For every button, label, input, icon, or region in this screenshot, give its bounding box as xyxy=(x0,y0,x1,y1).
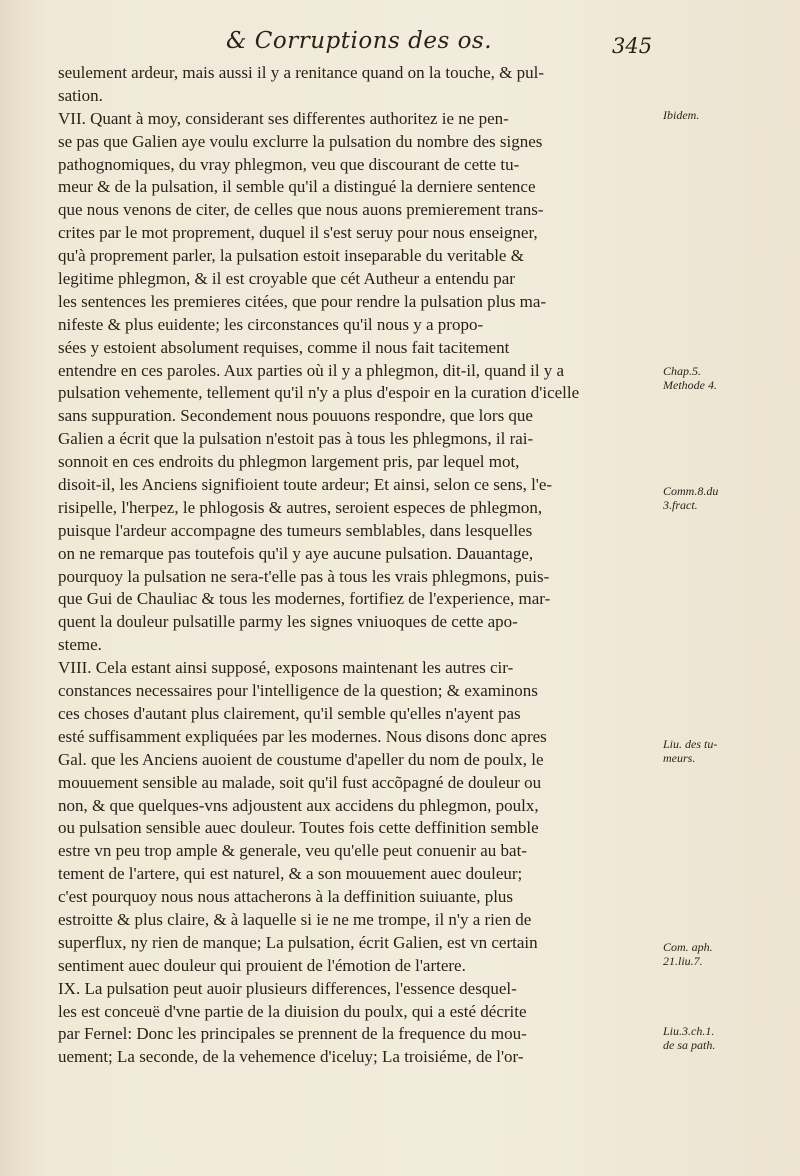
text-line: disoit-il, les Anciens signifioient toute ardeur; Et ainsi, selon ce sens, l'e- xyxy=(58,475,553,495)
text-line: sées y estoient absolument requises, comme il nous fait tacitement xyxy=(58,337,510,357)
margin-note-aphorism: Com. aph. 21.liu.7. xyxy=(663,940,713,968)
text-line: sentiment auec douleur qui prouient de l'émotion de l'artere. xyxy=(58,955,466,975)
text-line: que Gui de Chauliac & tous les modernes, fortifiez de l'experience, mar- xyxy=(58,589,551,609)
text-line: nifeste & plus euidente; les circonstances qu'il nous y a propo- xyxy=(58,314,484,334)
page-header xyxy=(0,28,800,64)
text-line: steme. xyxy=(58,635,102,655)
text-line: seulement ardeur, mais aussi il y a renitance quand on la touche, & pul- xyxy=(58,63,545,82)
text-line: estroitte & plus claire, & à laquelle si ie ne me trompe, il n'y a rien de xyxy=(58,909,532,929)
text-line: ou pulsation sensible auec douleur. Toutes fois cette deffinition semble xyxy=(58,818,539,838)
text-line: se pas que Galien aye voulu exclurre la pulsation du nombre des signes xyxy=(58,131,543,151)
text-line: quent la douleur pulsatille parmy les signes vniuoques de cette apo- xyxy=(58,612,518,632)
text-line: VII. Quant à moy, considerant ses differentes authoritez ie ne pen- xyxy=(58,108,509,128)
text-line: que nous venons de citer, de celles que nous auons premierement trans- xyxy=(58,200,544,220)
text-line: puisque l'ardeur accompagne des tumeurs semblables, dans lesquelles xyxy=(58,520,533,540)
text-line: sation. xyxy=(58,85,103,105)
text-line: tement de l'artere, qui est naturel, & a son mouuement auec douleur; xyxy=(58,864,523,884)
text-line: on ne remarque pas toutefois qu'il y aye aucune pulsation. Dauantage, xyxy=(58,543,534,563)
text-line: pulsation vehemente, tellement qu'il n'y a plus d'espoir en la curation d'icelle xyxy=(58,383,580,403)
running-title: & Corruptions des os. xyxy=(226,28,493,54)
text-line: crites par le mot proprement, duquel il s'est seruy pour nous enseigner, xyxy=(58,223,538,243)
text-line: mouuement sensible au malade, soit qu'il fust accõpagné de douleur ou xyxy=(58,772,542,792)
margin-note-ibidem: Ibidem. xyxy=(663,108,700,122)
text-line: pathognomiques, du vray phlegmon, veu que discourant de cette tu- xyxy=(58,154,520,174)
margin-note-commentary: Comm.8.du 3.fract. xyxy=(663,484,719,512)
text-line: sonnoit en ces endroits du phlegmon largement pris, par lequel mot, xyxy=(58,452,520,472)
text-line: legitime phlegmon, & il est croyable que cét Autheur a entendu par xyxy=(58,269,515,289)
text-line: VIII. Cela estant ainsi supposé, exposons maintenant les autres cir- xyxy=(58,658,514,678)
text-line: risipelle, l'herpez, le phlogosis & autres, seroient especes de phlegmon, xyxy=(58,497,543,517)
page-number: 345 xyxy=(612,34,653,58)
text-line: non, & que quelques-vns adjoustent aux accidens du phlegmon, poulx, xyxy=(58,795,539,815)
text-line: superflux, ny rien de manque; La pulsation, écrit Galien, est vn certain xyxy=(58,932,538,952)
text-line: pourquoy la pulsation ne sera-t'elle pas à tous les vrais phlegmons, puis- xyxy=(58,566,550,586)
margin-note-chapter: Chap.5. Methode 4. xyxy=(663,364,717,392)
text-line: les sentences les premieres citées, que pour rendre la pulsation plus ma- xyxy=(58,291,547,311)
text-line: IX. La pulsation peut auoir plusieurs differences, l'essence desquel- xyxy=(58,978,517,998)
text-line: esté suffisamment expliquées par les modernes. Nous disons donc apres xyxy=(58,726,547,746)
text-line: sans suppuration. Secondement nous pouuons respondre, que lors que xyxy=(58,406,533,426)
text-line: meur & de la pulsation, il semble qu'il a distingué la derniere sentence xyxy=(58,177,536,197)
text-line: Gal. que les Anciens auoient de coustume d'apeller du nom de poulx, le xyxy=(58,749,544,769)
text-line: Galien a écrit que la pulsation n'estoit pas à tous les phlegmons, il rai- xyxy=(58,429,534,449)
text-line: estre vn peu trop ample & generale, veu qu'elle peut conuenir au bat- xyxy=(58,841,527,861)
margin-note-pathologie: Liu.3.ch.1. de sa path. xyxy=(663,1024,716,1052)
text-line: les est conceuë d'vne partie de la diuision du poulx, qui a esté décrite xyxy=(58,1001,527,1021)
text-line: entendre en ces paroles. Aux parties où il y a phlegmon, dit-il, quand il y a xyxy=(58,360,565,380)
body-text xyxy=(58,62,658,1069)
text-line: uement; La seconde, de la vehemence d'iceluy; La troisiéme, de l'or- xyxy=(58,1047,524,1067)
text-line: qu'à proprement parler, la pulsation estoit inseparable du veritable & xyxy=(58,246,524,266)
text-line: ces choses d'autant plus clairement, qu'il semble qu'elles n'ayent pas xyxy=(58,703,521,723)
text-line: par Fernel: Donc les principales se prennent de la frequence du mou- xyxy=(58,1024,527,1044)
text-line: constances necessaires pour l'intelligence de la question; & examinons xyxy=(58,681,538,701)
margin-note-tumeurs: Liu. des tu- meurs. xyxy=(663,737,718,765)
text-line: c'est pourquoy nous nous attacherons à la deffinition suiuante, plus xyxy=(58,887,514,907)
